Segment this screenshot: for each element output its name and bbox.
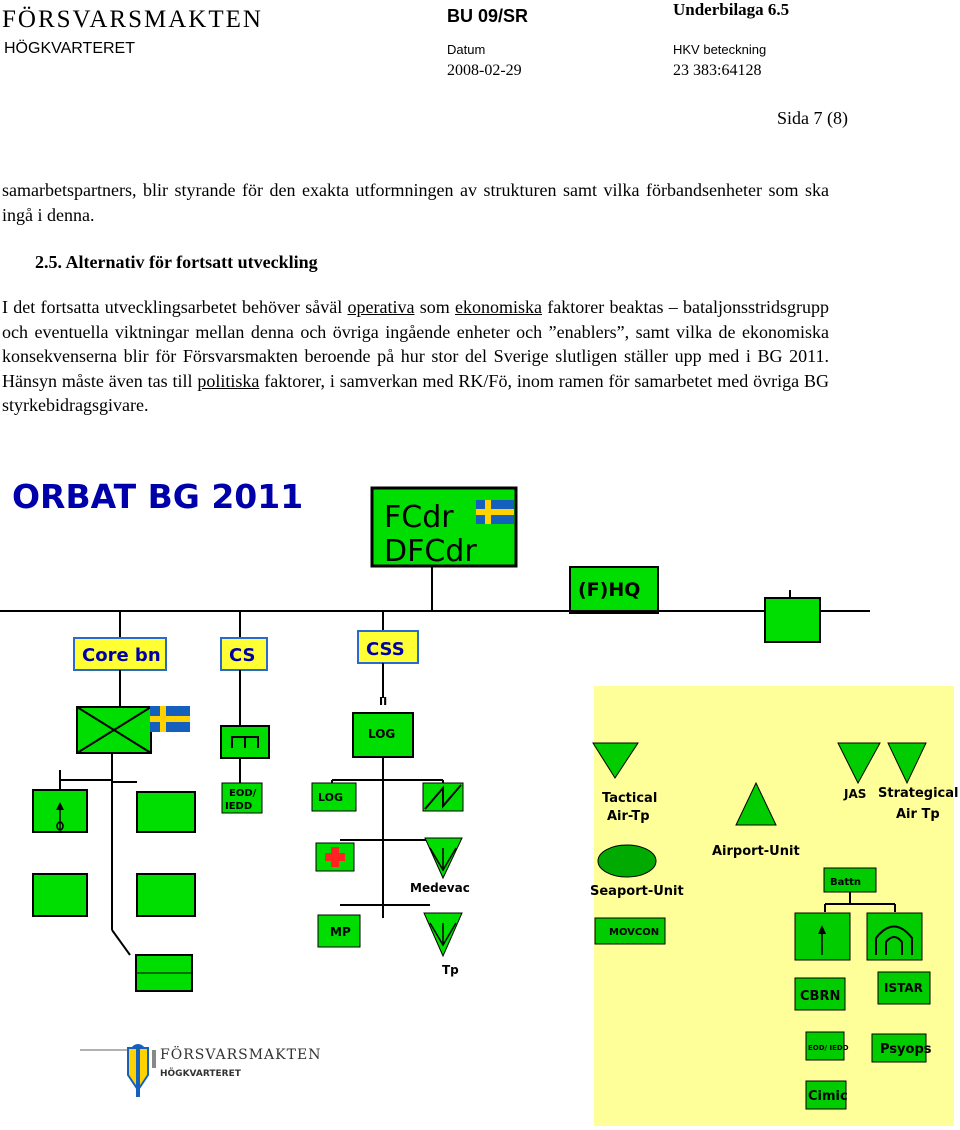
paragraph-development: I det fortsatta utvecklingsarbetet behöver såväl operativa som ekonomiska faktorer beaktas – bataljonsstridsgrupp och eventuella viktningar mellan denna och övriga ingående enheter och ”enablers”, samt vilka de ekonomiska konsekvenserna blir för Försvarsmakten beroende på hur stor del Sverige slutligen ställer upp med i BG 2011. Hänsyn måste även tas till politiska faktorer, i samverkan med RK/Fö, inom ramen för samarbetet med övriga BG styrkebidragsgivare. [2, 297, 829, 415]
orbat-diagram [0, 470, 960, 1130]
recon-unit-symbol [33, 790, 87, 832]
cbrn-label: CBRN [800, 989, 841, 1004]
core-bn-label: Core bn [82, 645, 161, 666]
strategical-air-tp-label-1: Strategical [878, 786, 959, 801]
reference-number: 23 383:64128 [673, 62, 762, 79]
css-label: CSS [366, 639, 405, 660]
recon-unit-symbol [795, 913, 850, 960]
company-box [137, 874, 195, 916]
cimic-label: Cimic [808, 1089, 848, 1104]
company-box [137, 792, 195, 832]
page-number: Sida 7 (8) [777, 108, 848, 128]
organization-name: FÖRSVARSMAKTEN [2, 6, 263, 33]
fhq-label: (F)HQ [578, 579, 641, 601]
tactical-air-tp-label-1: Tactical [602, 791, 658, 806]
document-date: 2008-02-29 [447, 62, 522, 79]
istar-label: ISTAR [884, 981, 923, 995]
jas-label: JAS [844, 787, 867, 801]
command-fcdr: FCdr [384, 500, 454, 535]
swedish-flag-icon [150, 706, 190, 732]
strategical-air-tp-label-2: Air Tp [896, 807, 940, 822]
fhq-subunit-box [765, 598, 820, 642]
eod-small-label: EOD/ IEDD [808, 1044, 849, 1052]
unit-name: HÖGKVARTERET [4, 40, 135, 57]
eod-label-1: EOD/ [229, 788, 257, 799]
underlined-ekonomiska: ekonomiska [455, 297, 542, 317]
diagram-title: ORBAT BG 2011 [12, 477, 304, 516]
swedish-flag-icon [476, 500, 514, 524]
paragraph-intro: samarbetspartners, blir styrande för den exakta utformningen av strukturen samt vilka förbandsenheter som ska ingå i denna. [2, 180, 829, 225]
movcon-label: MOVCON [609, 927, 660, 938]
psyops-label: Psyops [880, 1042, 932, 1057]
log-battalion-label: LOG [368, 727, 396, 741]
logo-unit-name: HÖGKVARTERET [160, 1069, 241, 1079]
infantry-battalion-symbol [77, 707, 151, 753]
istar-sensor-symbol [867, 913, 922, 960]
underlined-operativa: operativa [347, 297, 415, 317]
medical-unit-symbol [316, 843, 354, 871]
airport-unit-label: Airport-Unit [712, 844, 800, 859]
tp-label: Tp [442, 963, 459, 977]
seaport-unit-label: Seaport-Unit [590, 884, 684, 899]
cs-label: CS [229, 645, 256, 666]
engineer-unit-symbol [221, 726, 269, 758]
seaport-unit-symbol [598, 845, 656, 877]
company-box [33, 874, 87, 916]
underlined-politiska: politiska [197, 370, 260, 391]
battalion-label: Battn [830, 877, 862, 888]
reference-label: HKV beteckning [673, 42, 767, 57]
css-echelon: II [379, 695, 388, 708]
annex-label: Underbilaga 6.5 [673, 0, 790, 19]
logo-org-name: FÖRSVARSMAKTEN [160, 1047, 322, 1063]
signals-unit-symbol [423, 783, 463, 811]
medevac-label: Medevac [410, 881, 470, 895]
command-dfcdr: DFCdr [384, 534, 477, 569]
document-number: BU 09/SR [447, 6, 529, 26]
section-heading: 2.5. Alternativ för fortsatt utveckling [35, 252, 318, 272]
log-company-label: LOG [318, 791, 343, 804]
eod-label-2: IEDD [225, 801, 253, 812]
tactical-air-tp-label-2: Air-Tp [607, 809, 650, 824]
date-label: Datum [447, 42, 486, 57]
mp-label: MP [330, 925, 351, 939]
